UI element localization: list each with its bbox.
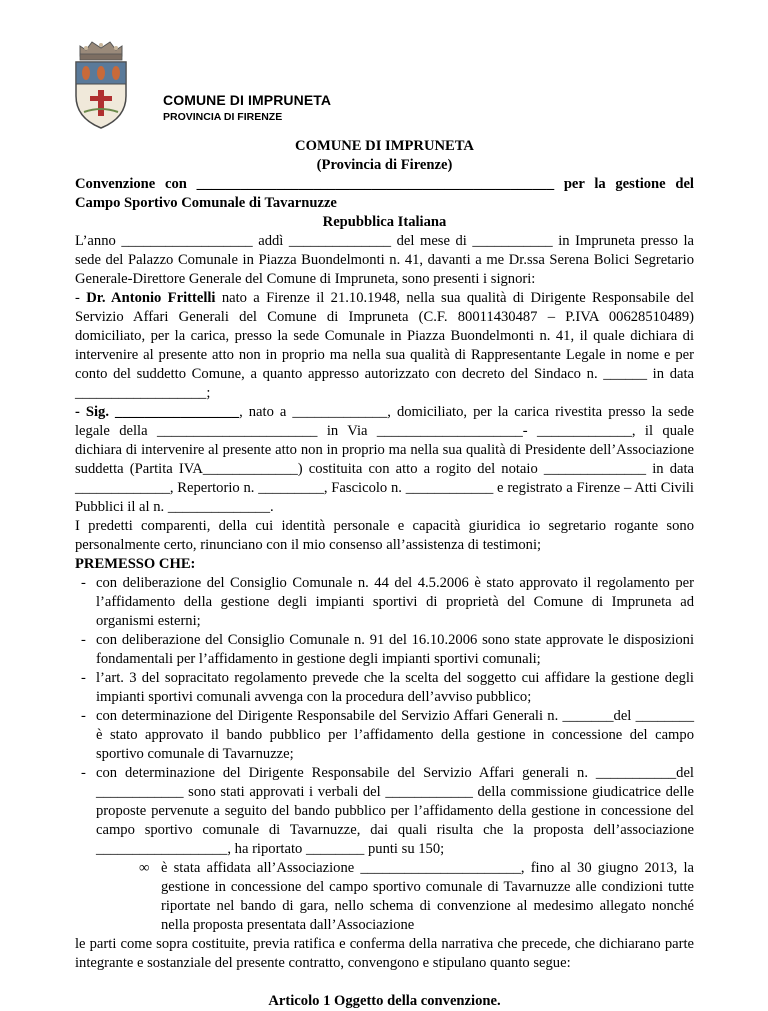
party-1-prefix: - (75, 290, 87, 306)
premesso-list (75, 574, 694, 859)
premesso-heading: PREMESSO CHE: (75, 556, 196, 572)
party-1-paragraph (75, 289, 694, 403)
header-province: PROVINCIA DI FIRENZE (163, 111, 283, 123)
party-2-name: - Sig. _________________ (75, 404, 240, 420)
sub-list-item: ∞ è stata affidata all’Associazione ______________________, fino al 30 giugno 2013, la gestione in concessione del campo sportivo comunale di Tavarnuzze alle condizioni tutte riportate nel bando di gara, nello schema di convenzione al medesimo allegato nonché nella proposta presentata dall’Associazione (139, 860, 694, 933)
article-1-heading: Articolo 1 Oggetto della convenzione. (268, 993, 501, 1009)
party-1-name: Dr. Antonio Frittelli (86, 290, 216, 306)
list-item: - l’art. 3 del sopracitato regolamento prevede che la scelta del soggetto cui affidare la gestione degli impianti sportivi comunali avvenga con la procedura dell’avviso pubblico; (81, 670, 694, 705)
republic-heading: Repubblica Italiana (322, 214, 447, 230)
appearing-paragraph: I predetti comparenti, della cui identità personale e capacità giuridica io segretario rogante sono personalmente certo, rinunciano con il mio consenso all’assistenza di testimoni; (75, 518, 694, 553)
convention-line-2: Campo Sportivo Comunale di Tavarnuzze (75, 195, 337, 211)
list-item: - con deliberazione del Consiglio Comunale n. 91 del 16.10.2006 sono state approvate le disposizioni fondamentali per l’affidamento in gestione degli impianti sportivi comunali; (81, 632, 694, 667)
dash-marker: - (81, 632, 86, 648)
coat-of-arms-logo (66, 38, 136, 130)
infinity-bullet-icon: ∞ (139, 860, 150, 876)
dash-marker: - (81, 670, 86, 686)
document-body (75, 137, 694, 1011)
list-item: - con determinazione del Dirigente Responsabile del Servizio Affari Generali n. _______del ________ è stato approvato il bando pubblico per l’affidamento della gestione in concessione del campo sportivo comunale di Tavarnuzze; (81, 708, 694, 762)
header-org-name: COMUNE DI IMPRUNETA (163, 92, 332, 108)
doc-title: COMUNE DI IMPRUNETA (295, 138, 474, 154)
party-2-text: , nato a _____________, domiciliato, per la carica rivestita presso la sede legale della ______________________ in Via ____________________- _____________, il quale dichiara di intervenire al presente atto non in proprio ma nella sua qualità di Presidente dell’Associazione suddetta (Partita IVA_____________) costituita con atto a rogito del notaio ______________ in data _____________, Repertorio n. _________, Fascicolo n. ____________ e registrato a Firenze – Atti Civili Pubblici il al n. ______________. (75, 404, 694, 515)
party-2-paragraph (75, 403, 694, 517)
dash-marker: - (81, 575, 86, 591)
intro-paragraph: L’anno __________________ addì ______________ del mese di ___________ in Impruneta presso la sede del Palazzo Comunale in Piazza Buondelmonti n. 41, davanti a me Dr.ssa Serena Bolici Segretario Generale-Direttore Generale del Comune di Impruneta, sono presenti i signori: (75, 233, 694, 287)
party-1-text: nato a Firenze il 21.10.1948, nella sua qualità di Dirigente Responsabile del Servizio Affari Generali del Comune di Impruneta (C.F. 80011430487 – P.IVA 00628510489) domiciliato, per la carica, presso la sede Comunale in Piazza Buondelmonti n. 41, il quale dichiara di intervenire al presente atto non in proprio ma nella sua qualità di Rappresentante Legale in nome e per conto del suddetto Comune, a quanto appresso autorizzato con decreto del Sindaco n. ______ in data __________________; (75, 290, 695, 401)
list-item: - con determinazione del Dirigente Responsabile del Servizio Affari generali n. ___________del ____________ sono stati approvati i verbali del ____________ della commissione giudicatrice delle proposte pervenute a seguito del bando pubblico per l’affidamento della gestione in concessione del campo sportivo comunale di Tavarnuzze, dai quali risulta che la proposta dell’associazione __________________, ha riportato ________ punti su 150; (81, 765, 694, 857)
list-item: - con deliberazione del Consiglio Comunale n. 44 del 4.5.2006 è stato approvato il regolamento per l’affidamento della gestione degli impianti sportivi di proprietà del Comune di Impruneta ad organismi esterni; (81, 575, 694, 629)
dash-marker: - (81, 708, 86, 724)
dash-marker: - (81, 765, 86, 781)
convention-line-1: Convenzione con _________________________________________________ per la gestione del (75, 176, 694, 192)
closing-paragraph: le parti come sopra costituite, previa ratifica e conferma della narrativa che precede, che dichiarano parte integrante e sostanziale del presente contratto, convengono e stipulano quanto segue: (75, 936, 694, 971)
doc-subtitle: (Provincia di Firenze) (316, 157, 453, 173)
